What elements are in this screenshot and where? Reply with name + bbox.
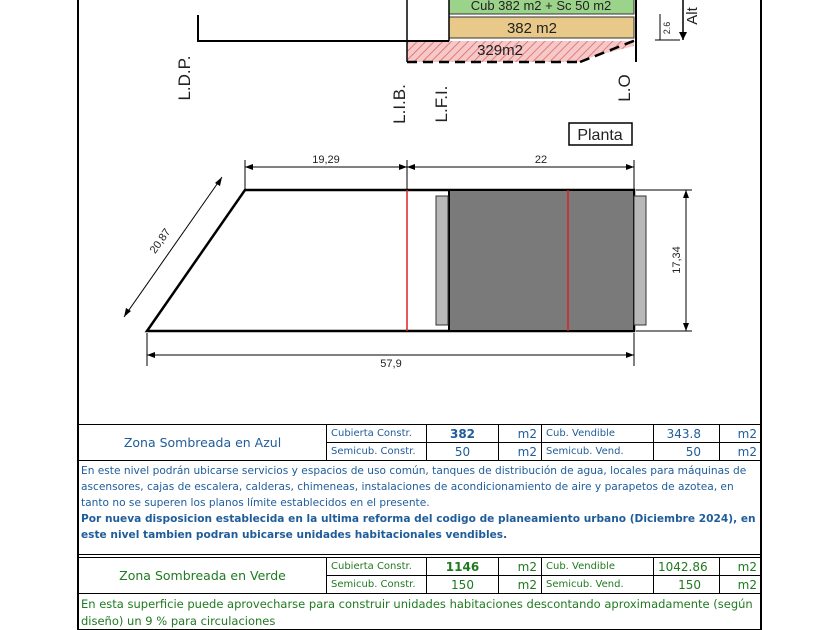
green-cub-constr-label: Cubierta Constr. <box>327 558 427 576</box>
arrow-1929-left <box>245 164 253 170</box>
blue-cub-constr-label: Cubierta Constr. <box>327 425 427 443</box>
green-cub-vend-value: 1042.86 <box>654 558 720 576</box>
green-cub-constr-unit: m2 <box>499 558 542 576</box>
label-lib: L.I.B. <box>390 84 409 124</box>
label-ldp: L.D.P. <box>175 55 194 101</box>
dim-22: 22 <box>534 154 548 166</box>
label-329: 329m2 <box>477 42 523 59</box>
label-lo: L.O <box>615 74 634 102</box>
blue-cub-vend-unit: m2 <box>720 425 762 443</box>
rear-balcony <box>634 196 646 325</box>
front-balcony <box>436 196 448 325</box>
green-semicub-constr-unit: m2 <box>499 576 542 594</box>
blue-zone-title: Zona Sombreada en Azul <box>79 425 327 461</box>
blue-semicub-constr-unit: m2 <box>499 443 542 461</box>
green-cub-vend-unit: m2 <box>720 558 762 576</box>
dim-26: 2.6 <box>662 21 672 35</box>
label-cub-sc: Cub 382 m2 + Sc 50 m2 <box>470 0 612 13</box>
blue-cub-constr-value: 382 <box>427 425 499 443</box>
dim-1929: 19,29 <box>312 154 340 166</box>
green-semicub-vend-label: Semicub. Vend. <box>542 576 654 594</box>
building-footprint <box>449 190 634 331</box>
green-zone-table <box>78 557 762 594</box>
arrow-22-left <box>407 164 415 170</box>
arrow-22-right <box>626 164 634 170</box>
green-semicub-vend-value: 150 <box>654 576 720 594</box>
label-lfi: L.F.I. <box>432 85 451 123</box>
green-semicub-vend-unit: m2 <box>720 576 762 594</box>
green-semicub-constr-value: 150 <box>427 576 499 594</box>
green-cub-vend-label: Cub. Vendible <box>542 558 654 576</box>
blue-note-bold-text: Por nueva disposicion establecida en la ultima reforma del codigo de planeamiento urbano (Diciembre 2024), en este nivel tambien podran ubicarse unidades habitacionales vendibles. <box>81 513 756 541</box>
arrow-1929-right <box>399 164 407 170</box>
plan-title: Planta <box>577 127 623 144</box>
blue-note-text: En este nivel podrán ubicarse servicios y espacios de uso común, tanques de distribución de agua, locales para máquinas de ascensores, cajas de escalera, calderas, chimeneas, instalaciones de acondicionamiento de aire y parapetos de azotea, en tanto no se superen los planos límite establecidos en el presente. <box>81 465 747 509</box>
dim-579: 57,9 <box>380 358 402 370</box>
arrow-579-left <box>147 352 155 358</box>
dim-2087: 20,87 <box>147 226 174 256</box>
elevation-section <box>175 0 701 124</box>
dim-1734: 17,34 <box>671 246 683 274</box>
green-zone-title: Zona Sombreada en Verde <box>79 558 327 594</box>
blue-cub-constr-unit: m2 <box>499 425 542 443</box>
green-semicub-constr-label: Semicub. Constr. <box>327 576 427 594</box>
blue-semicub-constr-label: Semicub. Constr. <box>327 443 427 461</box>
blue-semicub-constr-value: 50 <box>427 443 499 461</box>
arrow-579-right <box>626 352 634 358</box>
green-zone-note <box>78 594 761 630</box>
label-alt: Alt <box>684 7 701 25</box>
blue-cub-vend-label: Cub. Vendible <box>542 425 654 443</box>
green-cub-constr-value: 1146 <box>427 558 499 576</box>
blue-semicub-vend-value: 50 <box>654 443 720 461</box>
green-note-text: En esta superficie puede aprovecharse para construir unidades habitaciones descontando aproximadamente (según diseño) un 9 % para circulaciones <box>81 597 753 628</box>
plan-view <box>124 123 692 370</box>
blue-semicub-vend-unit: m2 <box>720 443 762 461</box>
arrow-1734-bottom <box>683 323 689 331</box>
alt-arrowhead <box>679 32 687 40</box>
blue-semicub-vend-label: Semicub. Vend. <box>542 443 654 461</box>
arrow-1734-top <box>683 190 689 198</box>
blue-zone-note <box>78 461 761 555</box>
label-382: 382 m2 <box>506 20 558 37</box>
blue-zone-table <box>78 424 762 461</box>
blue-cub-vend-value: 343.8 <box>654 425 720 443</box>
